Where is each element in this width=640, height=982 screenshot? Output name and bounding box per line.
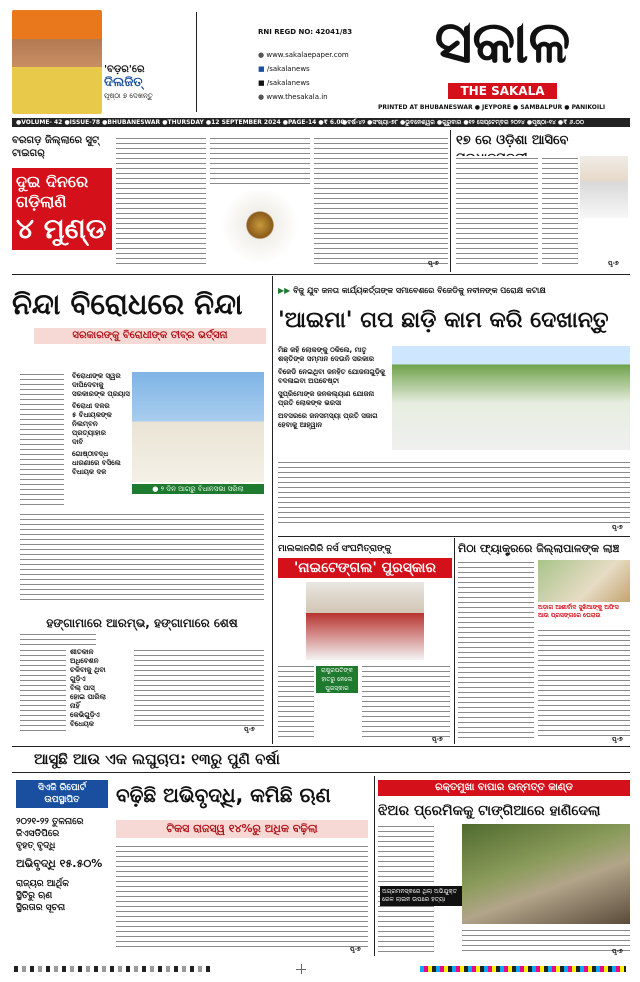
aima-bullet: ଅବସରରେ ଜନସମସ୍ୟା ପ୍ରତି ସଜାଗ ହେବାକୁ ଆହ୍ୱାନ bbox=[278, 412, 378, 429]
aima-rally-photo bbox=[392, 346, 630, 450]
protest-lower-col2 bbox=[134, 648, 264, 728]
color-bar-right bbox=[420, 966, 626, 972]
printed-at: PRINTED AT BHUBANESWAR ● JEYPORE ● SAMBALPUR ● PANIKOILI bbox=[378, 104, 606, 111]
globe-icon: ● bbox=[258, 51, 267, 59]
protest-lower-col1 bbox=[20, 648, 66, 734]
protest-page-ref: ପୃ-୭ bbox=[244, 726, 255, 733]
globe-icon: ● bbox=[258, 93, 267, 101]
protest-inset2-line: ଗୁଡ଼ିଏ bbox=[70, 675, 86, 683]
crime-kicker: ରକ୍ତମୁଖା ବାପାର ଉନ୍ମତ୍ତ କାଣ୍ଡ bbox=[378, 780, 630, 796]
assembly-photo-caption: ● ୨ ଦିନ ଆଗରୁ ବିଧାନସଭା ସରିଲା bbox=[132, 484, 264, 494]
promo-photo bbox=[12, 10, 102, 114]
pm-photo bbox=[580, 156, 628, 218]
collector-body-col1 bbox=[458, 560, 534, 740]
murder-headline-1: ଦୁଇ ଦିନରେ bbox=[16, 172, 89, 191]
growth-page-ref: ପୃ-୭ bbox=[350, 946, 361, 953]
website-link[interactable]: ● www.thesakala.in bbox=[258, 93, 328, 101]
murder-body-col2 bbox=[210, 136, 310, 186]
dateline-odia: ●ବର୍ଷ-୪୨ ●ସଂଖ୍ୟା-୭୮ ●ଭୁବନେଶ୍ୱର ●ଗୁରୁବାର ●୧୨ ସେପ୍ଟେମ୍ବର ୨୦୨୪ ●ପୃଷ୍ଠା-୧୪ ●₹ ୬.୦୦ bbox=[342, 119, 585, 126]
protest-inset-line: ସରକାରଙ୍କ ପ୍ରୟାସ bbox=[72, 390, 130, 398]
tiger-photo bbox=[212, 190, 308, 268]
protest-inset2 bbox=[70, 648, 130, 729]
protest-body-col3 bbox=[20, 632, 96, 648]
collector-page-ref: ପୃ-୭ bbox=[612, 736, 623, 743]
pm-body-col1 bbox=[456, 156, 538, 268]
protest-inset-line: ବିଧାୟକ ଦଳ bbox=[72, 468, 107, 476]
collector-body-col2 bbox=[538, 628, 630, 740]
protest-inset-line: ଗୋଷ୍ଠୀବଦ୍ଧ bbox=[72, 450, 109, 458]
aima-headline: 'ଆଇମା' ଗପ ଛାଡ଼ି କାମ କରି ଦେଖାନ୍ତୁ bbox=[278, 308, 609, 333]
crime-body-col2 bbox=[462, 928, 630, 952]
growth-side-line: ଅଭିବୃଦ୍ଧି ୧୫.୫୦% bbox=[16, 857, 103, 870]
nightingale-inset-line: ହାତରୁ ନେଲେ bbox=[321, 676, 353, 683]
protest-lower bbox=[12, 648, 270, 738]
dateline-bar bbox=[12, 118, 630, 127]
rain-headline: ଆସୁଛି ଆଉ ଏକ ଲଘୁଚାପ: ୧୩ରୁ ପୁଣି ବର୍ଷା bbox=[34, 750, 280, 768]
aima-bullet: ସୁପ୍ରିମୋଙ୍କ ଜନକଲ୍ୟାଣ ଯୋଜନା ପ୍ରତି ଲୋକଙ୍କ ଭରସା bbox=[278, 390, 375, 407]
protest-body-col2 bbox=[20, 512, 264, 602]
nightingale-inset-line: ପୁରସ୍କାର bbox=[325, 685, 349, 692]
protest-inset2-line: କେଭିଗୁଡ଼ିଏ bbox=[70, 711, 100, 719]
growth-headline: ବଢ଼ିଛି ଅଭିବୃଦ୍ଧି, କମିଛି ଋଣ bbox=[116, 783, 331, 807]
story-crime bbox=[378, 776, 630, 956]
murder-body-col1 bbox=[116, 136, 206, 268]
protest-inset2-line: ନାହିଁ bbox=[70, 702, 80, 710]
protest-inset bbox=[72, 372, 130, 477]
promo-page: ପୃଷ୍ଠା ୭ ଦେଖନ୍ତୁ bbox=[104, 92, 153, 100]
promo-line2: ଦିଲଜିତ୍ bbox=[104, 75, 143, 90]
crime-page-ref: ପୃ-୭ bbox=[612, 948, 623, 955]
crime-inset-line: ଅଗ୍ରମନସ୍କରେ ଥିଲା ଅଭିଯୁକ୍ତ bbox=[382, 888, 458, 895]
crime-photo bbox=[462, 824, 630, 924]
masthead bbox=[0, 0, 640, 122]
growth-side-line: ରାଜ୍ୟର ଆର୍ଥିକ bbox=[16, 879, 69, 889]
story-rain bbox=[12, 748, 630, 774]
aima-page-ref: ପୃ-୭ bbox=[612, 524, 623, 531]
story-pm bbox=[456, 132, 630, 272]
facebook-icon: ■ bbox=[258, 65, 267, 73]
crime-inset bbox=[380, 886, 462, 906]
aima-bullet: ମିଛ କହି ଲୋକଙ୍କୁ ଠକିଲେ, ମାତୃ ଶକ୍ତିଙ୍କ ସମ୍ମାନ ଦେଉନି ସରକାର bbox=[278, 346, 375, 363]
crime-headline: ଝିଅର ପ୍ରେମିକକୁ ଟାଙ୍ଗିଆରେ ହାଣିଦେଲା bbox=[378, 803, 601, 819]
regd-number: RNI REGD NO: 42041/83 bbox=[258, 28, 353, 36]
story-growth bbox=[12, 776, 372, 956]
growth-tag-1: ସିଏଜି ରିପୋର୍ଟ bbox=[38, 783, 86, 793]
x-link[interactable]: ■ /sakalanews bbox=[258, 79, 310, 87]
promo-line1: 'ବଡ଼ର'ରେ bbox=[104, 64, 145, 75]
promo-title bbox=[104, 64, 180, 101]
aima-kicker: ▶▶ ବିଜୁ ଯୁବ ଜନତା କାର୍ଯ୍ୟକର୍ତ୍ତାଙ୍କ ସମାବେଶରେ ବିଜେଡିକୁ ନବୀନଙ୍କ ପରୋକ୍ଷ କଟାକ୍ଷ bbox=[278, 286, 546, 295]
pm-headline: ୧୭ ରେ ଓଡ଼ିଶା ଆସିବେ bbox=[456, 133, 569, 148]
growth-side-line: ସ୍ଥିତିରୁ ଋଣ bbox=[16, 891, 53, 901]
protest-inset-line: ଦାବି bbox=[72, 438, 84, 446]
color-bar-left bbox=[14, 966, 214, 972]
assembly-photo bbox=[132, 372, 264, 482]
story-protest bbox=[12, 276, 270, 650]
logo-odia: ସକାଳ bbox=[434, 8, 571, 76]
protest-inset2-line: ବିଧେୟକ bbox=[70, 720, 94, 728]
aima-bullet: ବିଜେଡି ନେଇଥିବା ଜନହିତ ଯୋଜନାଗୁଡ଼ିକୁ ବଦଳାଇବା ଅପଚେଷ୍ଟା bbox=[278, 368, 386, 385]
aima-bullets bbox=[278, 346, 388, 430]
collector-headline: ମିଠା ଫ୍ୟାକ୍ଟ୍ରରେ ଜିଲ୍ଲାପାଳଙ୍କ ଲାଞ୍ଚ bbox=[458, 542, 620, 555]
protest-inset-line: ଧାରଣାରେ ବସିଲେ bbox=[72, 459, 121, 467]
protest-inset-line: ନିଲମ୍ବନ ପ୍ରତ୍ୟାହାର bbox=[72, 420, 106, 437]
dateline-english: ●VOLUME- 42 ●ISSUE-78 ●BHUBANESWAR ●THURSDAY ●12 SEPTEMBER 2024 ●PAGE-14 ●₹ 6.00 bbox=[16, 119, 345, 126]
nightingale-page-ref: ପୃ-୭ bbox=[432, 736, 443, 743]
protest-inset-line: ୫ ବିଧାୟକଙ୍କ bbox=[72, 411, 112, 419]
registration-mark bbox=[296, 964, 306, 974]
protest-inset-line: ବିରୋଧୀଙ୍କ ସ୍ୱର bbox=[72, 372, 121, 380]
protest-body-col1 bbox=[20, 372, 64, 508]
growth-side-line: ବୃହତ୍ ବୃଦ୍ଧି bbox=[16, 841, 56, 851]
logo bbox=[375, 4, 630, 99]
murder-page-ref: ପୃ-୭ bbox=[428, 260, 439, 267]
protest-sub2: ହଙ୍ଗାମାରେ ଆରମ୍ଭ, ହଙ୍ଗାମାରେ ଶେଷ bbox=[46, 616, 238, 630]
protest-inset2-line: ବିଲ୍ ପାସ୍ bbox=[70, 684, 95, 692]
nightingale-headline-small: ମାଲକାନଗିରି ନର୍ସ ସଂଘମିତ୍ରାଙ୍କୁ bbox=[278, 544, 392, 554]
story-murder bbox=[12, 132, 450, 272]
protest-inset-line: ଦାପିଦେବାକୁ bbox=[72, 381, 104, 389]
story-nightingale bbox=[278, 538, 452, 744]
nightingale-body-col1 bbox=[278, 664, 314, 740]
pm-page-ref: ପୃ-୭ bbox=[608, 260, 619, 267]
nightingale-inset bbox=[316, 666, 358, 693]
nightingale-body-col2 bbox=[362, 664, 450, 740]
social-links bbox=[258, 48, 368, 104]
story-collector bbox=[458, 538, 630, 744]
murder-headline bbox=[12, 168, 112, 250]
nightingale-headline-big: 'ନାଇଟେଙ୍ଗଲ' ପୁରସ୍କାର bbox=[278, 558, 452, 578]
growth-side-line: ୨୦୨୧-୨୨ ତୁଳନାରେ bbox=[16, 817, 84, 827]
crime-inset-line: ରେଳ ଲାଇନ ଉପରେ ହତ୍ୟା bbox=[382, 896, 446, 903]
protest-subhead: ସରକାରଙ୍କୁ ବିରୋଧୀଙ୍କ ତୀବ୍ର ଭର୍ତ୍ସନା bbox=[34, 328, 266, 344]
x-icon: ■ bbox=[258, 79, 267, 87]
collector-photo-caption: ଅଡ଼ାଗ ଆଶୀର୍ବାଦ ସୁଖିଆଙ୍କୁ ଅଫିସ ଆଉ ପ୍ରସଙ୍ଗରେ ଘେରାଉ bbox=[538, 604, 619, 619]
logo-english: THE SAKALA bbox=[448, 83, 556, 99]
growth-body bbox=[116, 844, 368, 948]
protest-inset2-line: ଶୀତକାଳ bbox=[70, 648, 94, 656]
epaper-link[interactable]: ● www.sakalaepaper.com bbox=[258, 51, 349, 59]
growth-tag bbox=[16, 780, 108, 808]
growth-side-line: ସ୍ଥିରତାର ସୂଚନା bbox=[16, 903, 66, 913]
protest-inset-line: ବିରୋଧୀ ଦଳର bbox=[72, 402, 110, 410]
aima-body bbox=[278, 460, 630, 526]
protest-inset2-line: ହୋଇ ପାରିଲା bbox=[70, 693, 106, 701]
growth-side-line: ଜିଏସଡିପିରେ bbox=[16, 829, 60, 839]
murder-headline-2: ଗଡ଼ିଲାଣି bbox=[16, 192, 67, 211]
money-photo bbox=[538, 560, 630, 602]
facebook-link[interactable]: ■ /sakalanews bbox=[258, 65, 310, 73]
story-aima bbox=[278, 276, 630, 536]
nightingale-inset-line: ରାଷ୍ଟ୍ରପତିଙ୍କ bbox=[321, 667, 353, 674]
growth-side bbox=[16, 816, 112, 914]
protest-headline: ନିନ୍ଦା ବିରୋଧରେ ନିନ୍ଦା bbox=[12, 287, 243, 321]
arrow-icon: ▶▶ bbox=[278, 286, 294, 295]
protest-inset2-line: ଅଧିବେଶନ bbox=[70, 657, 99, 665]
growth-subhead: ଟିକସ ରାଜସ୍ୱ ୧୪%ରୁ ଅଧିକ ବଢ଼ିଲା bbox=[116, 820, 368, 838]
protest-inset2-line: ଚଳିବାକୁ ଥିବା bbox=[70, 666, 106, 674]
pm-body-col2 bbox=[542, 156, 578, 268]
award-photo bbox=[306, 582, 424, 660]
murder-body-col3 bbox=[314, 136, 448, 264]
growth-tag-2: ଉପସ୍ଥାପିତ bbox=[44, 795, 80, 805]
murder-headline-3: ୪ ମୁଣ୍ଡ bbox=[16, 212, 107, 245]
murder-kicker: ବରଗଡ଼ ଜିଲ୍ଲାରେ ସୁଟ୍ ଟାଇଗର୍ bbox=[12, 135, 99, 159]
